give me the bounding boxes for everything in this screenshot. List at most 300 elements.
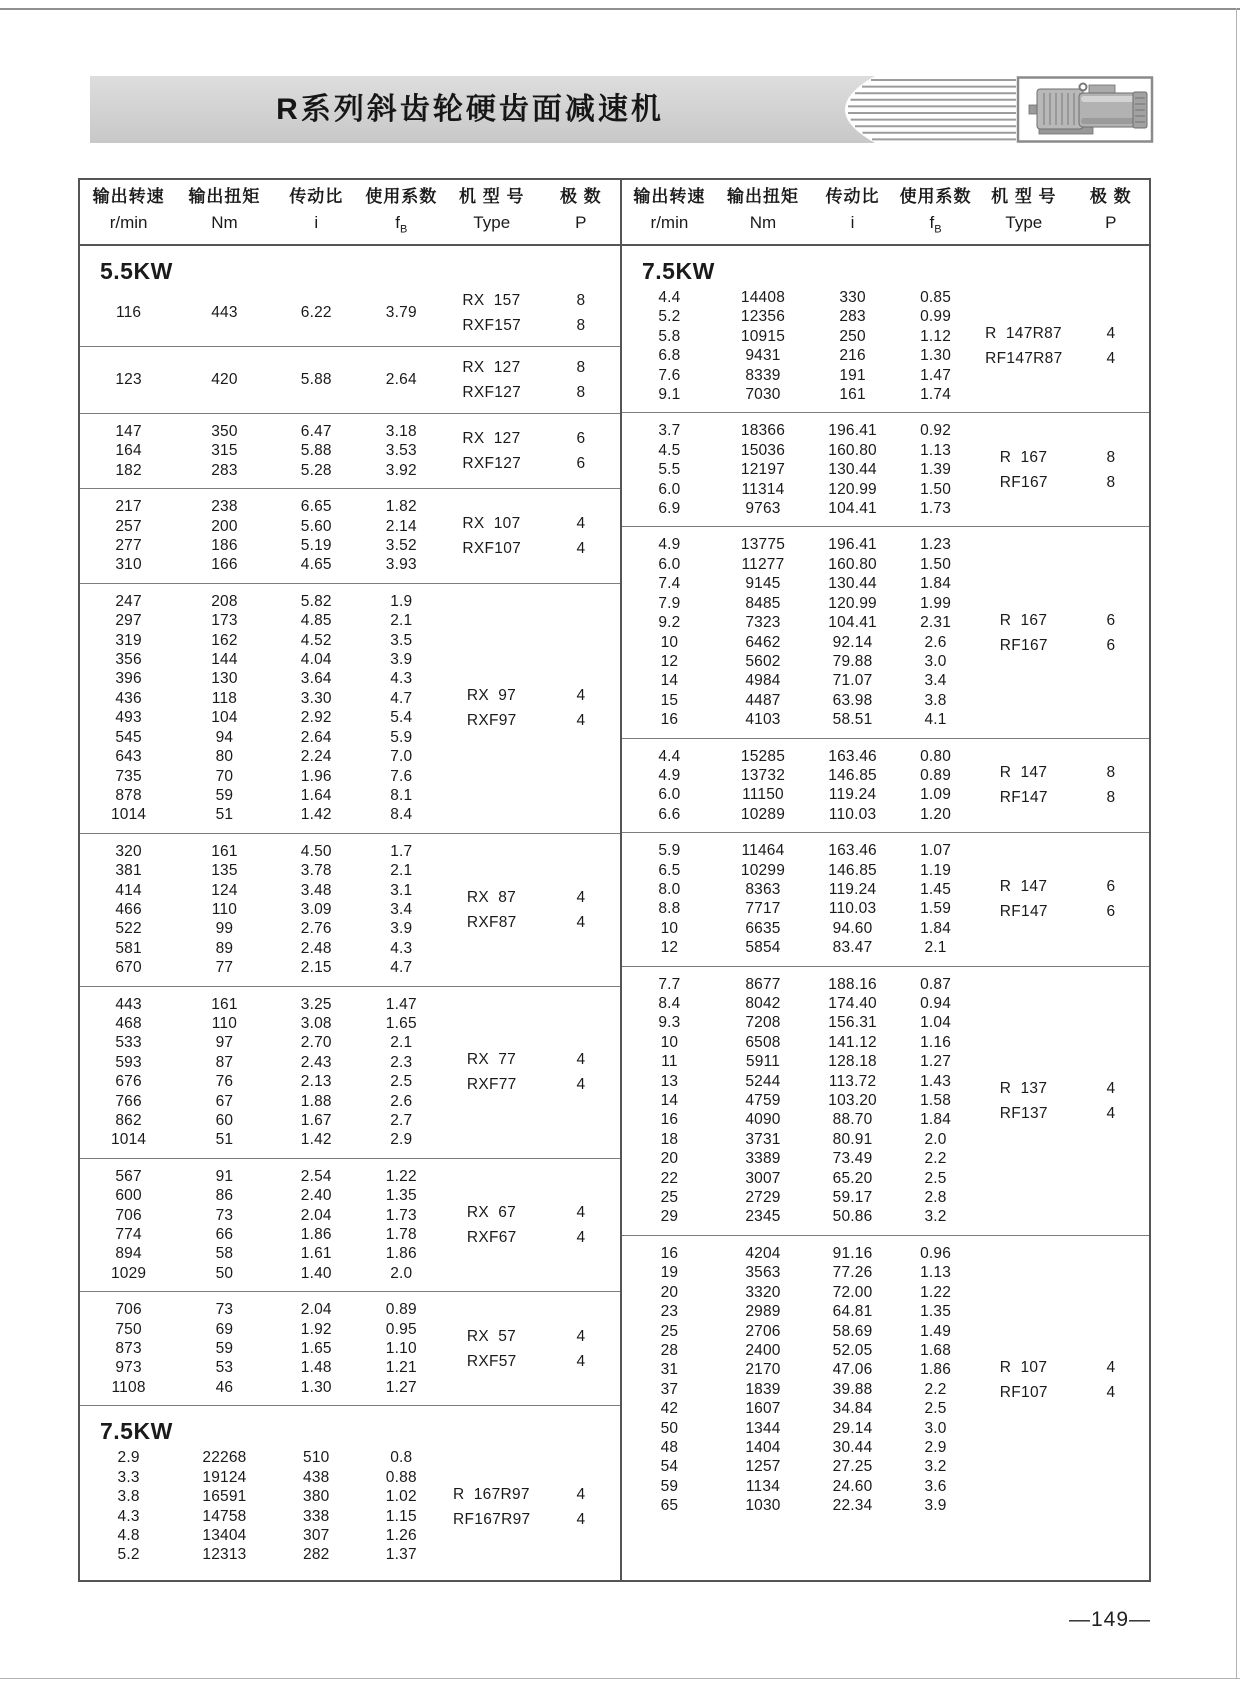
page-bottom-rule — [0, 1678, 1240, 1679]
fb-value: 0.89 — [385, 1301, 417, 1319]
fb-value: 0.88 — [385, 1468, 417, 1486]
fb-value: 8.4 — [390, 806, 413, 824]
speed-value: 29 — [660, 1208, 679, 1226]
speed-value: 14 — [660, 672, 679, 690]
torque-value: 80 — [215, 748, 234, 766]
gear-motor-image — [1018, 78, 1152, 142]
ratio-column — [272, 1300, 361, 1397]
spec-group-grid — [80, 497, 620, 575]
ratio-value: 3.08 — [300, 1014, 332, 1032]
type-line: R 147 — [999, 764, 1048, 782]
poles-column — [542, 1200, 620, 1250]
speed-value: 257 — [115, 517, 142, 535]
fb-value: 1.50 — [920, 480, 952, 498]
torque-value: 51 — [215, 806, 234, 824]
speed-column — [80, 497, 177, 575]
poles-column — [1073, 1076, 1149, 1126]
model-type-lines — [462, 426, 521, 476]
spec-group-grid — [622, 288, 1149, 404]
ratio-value: 77.26 — [832, 1264, 873, 1282]
speed-value: 7.6 — [658, 366, 681, 384]
type-line: RX 77 — [466, 1051, 517, 1069]
fb-value: 1.65 — [385, 1014, 417, 1032]
ratio-value: 130.44 — [828, 575, 877, 593]
type-line: RX 157 — [462, 292, 521, 309]
ratio-value: 5.60 — [300, 517, 332, 535]
fb-value: 1.68 — [920, 1341, 952, 1359]
speed-value: 4.5 — [658, 441, 681, 459]
motor-highlight — [1081, 96, 1135, 102]
model-type-column — [442, 355, 542, 405]
speed-value: 116 — [115, 304, 142, 322]
type-line: RXF97 — [466, 712, 517, 730]
torque-value: 14758 — [202, 1507, 247, 1525]
ratio-value: 4.04 — [300, 651, 332, 669]
ratio-value: 27.25 — [832, 1458, 873, 1476]
ratio-value: 146.85 — [828, 766, 877, 784]
fb-value: 1.84 — [920, 1111, 952, 1129]
speed-value: 545 — [115, 728, 142, 746]
torque-value: 200 — [211, 517, 238, 535]
ratio-value: 71.07 — [832, 672, 873, 690]
motor-shadow — [1081, 118, 1135, 124]
ratio-value: 94.60 — [832, 919, 873, 937]
poles-value: 6 — [576, 430, 586, 448]
fb-value: 3.8 — [924, 691, 947, 709]
poles-value: 8 — [1106, 448, 1116, 466]
ratio-value: 2.43 — [300, 1053, 332, 1071]
speed-value: 1029 — [110, 1264, 147, 1282]
fb-value: 1.07 — [920, 842, 952, 860]
type-line: RX 127 — [462, 359, 521, 376]
unit-text: i — [850, 213, 855, 233]
spec-group — [80, 1405, 620, 1580]
torque-value: 59 — [215, 1340, 234, 1358]
ratio-column — [809, 747, 896, 825]
torque-value: 4103 — [745, 711, 781, 729]
fb-value: 1.37 — [385, 1546, 417, 1564]
fb-value: 1.47 — [920, 366, 952, 384]
column-header-cell-1 — [717, 181, 809, 242]
poles-value: 8 — [1106, 764, 1116, 782]
column-header-label: 传动比 — [289, 187, 344, 207]
torque-value: 11150 — [742, 786, 784, 804]
type-line: RXF77 — [466, 1076, 517, 1094]
ratio-value: 160.80 — [828, 441, 877, 459]
speed-value: 643 — [115, 748, 142, 766]
fb-value: 0.95 — [385, 1320, 417, 1338]
fb-value: 3.92 — [385, 461, 417, 479]
type-line: R 147R87 — [985, 325, 1062, 343]
ratio-value: 91.16 — [832, 1244, 873, 1262]
ratio-column — [272, 422, 361, 480]
torque-value: 1344 — [745, 1419, 781, 1437]
poles-value: 4 — [576, 1229, 586, 1247]
type-line: RF147 — [999, 789, 1048, 807]
torque-value: 59 — [215, 786, 234, 804]
speed-column — [80, 1167, 177, 1283]
ratio-value: 3.09 — [300, 900, 332, 918]
ratio-column — [809, 1244, 896, 1516]
fb-value: 1.47 — [385, 995, 417, 1013]
speed-value: 164 — [115, 442, 142, 460]
fb-value: 0.89 — [920, 766, 952, 784]
column-header-label: 使用系数 — [365, 187, 438, 207]
torque-value: 4759 — [745, 1092, 781, 1110]
poles-value: 4 — [1106, 1104, 1116, 1122]
spec-group-grid — [80, 592, 620, 825]
torque-value: 70 — [215, 767, 234, 785]
model-type-lines — [1000, 760, 1048, 810]
fb-value: 2.1 — [390, 612, 413, 630]
power-label: 5.5KW — [100, 258, 173, 284]
poles-column — [1073, 321, 1149, 371]
model-type-column — [442, 683, 542, 733]
unit-text: Nm — [211, 213, 238, 233]
ratio-value: 103.20 — [828, 1092, 877, 1110]
fb-value: 1.09 — [920, 786, 952, 804]
unit-text: r/min — [109, 213, 148, 233]
torque-value: 166 — [211, 556, 238, 574]
unit-text: P — [575, 213, 587, 233]
model-type-lines — [985, 321, 1062, 371]
spec-group-grid — [622, 747, 1149, 825]
ratio-value: 1.96 — [300, 767, 332, 785]
torque-value: 11464 — [741, 842, 785, 860]
speed-value: 247 — [115, 592, 142, 610]
poles-value: 4 — [576, 1485, 586, 1503]
ratio-value: 160.80 — [828, 555, 877, 573]
poles-value: 4 — [576, 687, 586, 705]
torque-value: 8677 — [745, 975, 781, 993]
title-bar — [90, 76, 1155, 143]
fb-value: 0.80 — [920, 747, 952, 765]
poles-column — [542, 1047, 620, 1097]
ratio-value: 52.05 — [832, 1341, 873, 1359]
column-header-unit — [717, 210, 809, 236]
ratio-value: 338 — [303, 1507, 330, 1525]
model-type-lines — [1000, 874, 1048, 924]
fb-value: 4.3 — [390, 939, 413, 957]
torque-value: 6462 — [745, 633, 781, 651]
type-line: R 167 — [999, 448, 1048, 466]
poles-value: 4 — [576, 712, 586, 730]
spec-group-grid — [80, 995, 620, 1150]
speed-value: 25 — [660, 1322, 679, 1340]
speed-value: 414 — [115, 881, 142, 899]
speed-value: 774 — [115, 1226, 142, 1244]
model-type-lines — [462, 355, 521, 405]
fb-value: 2.64 — [385, 371, 417, 389]
speed-value: 706 — [115, 1206, 142, 1224]
torque-value: 1134 — [745, 1477, 781, 1495]
model-type-column — [975, 760, 1072, 810]
spec-group-grid — [80, 288, 620, 338]
unit-text: Type — [473, 213, 511, 233]
torque-value: 4204 — [745, 1244, 781, 1262]
torque-value: 10289 — [740, 805, 786, 823]
fb-value: 1.84 — [920, 919, 952, 937]
type-line: RF167R97 — [453, 1510, 531, 1528]
torque-column — [717, 747, 809, 825]
spec-group — [622, 1235, 1149, 1580]
spec-group-grid — [622, 1244, 1149, 1516]
ratio-value: 163.46 — [828, 747, 877, 765]
ratio-value: 72.00 — [832, 1283, 873, 1301]
spec-group-grid — [80, 1167, 620, 1283]
column-header-cell-0 — [622, 181, 717, 242]
speed-value: 862 — [115, 1112, 142, 1129]
fb-value: 2.5 — [924, 1400, 947, 1418]
ratio-column — [809, 975, 896, 1227]
column-header-cell-3 — [896, 181, 975, 242]
speed-value: 19 — [660, 1264, 679, 1282]
torque-value: 94 — [215, 728, 234, 746]
poles-value: 4 — [576, 913, 586, 931]
spec-group — [622, 832, 1149, 965]
speed-column — [80, 842, 177, 978]
fb-value: 1.73 — [385, 1206, 417, 1224]
speed-column — [80, 592, 177, 825]
speed-value: 48 — [660, 1438, 679, 1456]
fb-value: 2.5 — [924, 1169, 947, 1187]
speed-column — [80, 303, 177, 322]
speed-value: 6.0 — [658, 480, 681, 498]
fb-value: 2.0 — [924, 1130, 947, 1148]
fb-value: 1.58 — [920, 1092, 952, 1110]
speed-value: 320 — [115, 842, 142, 860]
type-line: RXF127 — [462, 455, 522, 473]
spec-group — [80, 833, 620, 986]
column-header-unit — [975, 210, 1072, 236]
speed-value: 4.8 — [117, 1526, 140, 1544]
poles-column — [542, 1324, 620, 1374]
torque-value: 67 — [215, 1092, 234, 1110]
unit-text: P — [1105, 213, 1117, 233]
model-type-column — [975, 1355, 1072, 1405]
torque-value: 73 — [215, 1206, 234, 1224]
torque-value: 4984 — [745, 672, 781, 690]
header-stripes-decoration — [805, 76, 1155, 143]
ratio-value: 307 — [303, 1526, 330, 1544]
ratio-value: 2.48 — [300, 939, 332, 957]
ratio-value: 4.52 — [300, 631, 332, 649]
model-type-lines — [1000, 608, 1048, 658]
ratio-column — [272, 1448, 361, 1564]
poles-value: 8 — [576, 359, 586, 376]
fb-value: 4.7 — [390, 959, 413, 977]
speed-value: 182 — [115, 461, 142, 479]
poles-value: 8 — [576, 317, 586, 334]
fb-value: 1.04 — [920, 1014, 952, 1032]
ratio-value: 282 — [303, 1546, 330, 1564]
fb-value: 1.10 — [385, 1340, 417, 1358]
ratio-value: 2.24 — [300, 748, 332, 766]
speed-value: 28 — [660, 1341, 679, 1359]
column-header-cell-4 — [442, 181, 542, 242]
ratio-value: 2.54 — [300, 1167, 332, 1185]
type-line: RX 97 — [466, 687, 517, 705]
speed-value: 873 — [115, 1340, 142, 1358]
fb-value: 0.92 — [920, 422, 952, 440]
torque-value: 11277 — [741, 555, 785, 573]
torque-value: 161 — [211, 995, 238, 1013]
ratio-value: 4.50 — [300, 842, 332, 860]
speed-value: 4.4 — [658, 747, 681, 765]
ratio-value: 4.65 — [300, 556, 332, 574]
torque-column — [177, 303, 272, 322]
torque-value: 58 — [215, 1245, 234, 1263]
speed-value: 10 — [660, 919, 679, 937]
ratio-column — [272, 497, 361, 575]
fb-value: 3.9 — [390, 920, 413, 938]
speed-value: 6.6 — [658, 805, 681, 823]
poles-value: 4 — [1106, 1383, 1116, 1401]
torque-value: 60 — [215, 1112, 234, 1129]
speed-column — [622, 975, 717, 1227]
fb-value: 1.35 — [920, 1303, 952, 1321]
speed-value: 750 — [115, 1320, 142, 1338]
torque-value: 186 — [211, 537, 238, 555]
speed-value: 706 — [115, 1301, 142, 1319]
torque-value: 10299 — [740, 861, 786, 879]
speed-value: 356 — [115, 651, 142, 669]
ratio-value: 1.67 — [300, 1112, 332, 1129]
fb-value: 1.35 — [385, 1187, 417, 1205]
speed-value: 894 — [115, 1245, 142, 1263]
column-header-label: 传动比 — [825, 187, 880, 207]
torque-value: 2706 — [745, 1322, 781, 1340]
speed-value: 522 — [115, 920, 142, 938]
torque-value: 22268 — [202, 1449, 247, 1467]
fb-value: 2.9 — [390, 1131, 413, 1149]
power-label: 7.5KW — [642, 258, 715, 284]
speed-value: 567 — [115, 1167, 142, 1185]
fb-value: 4.7 — [390, 689, 413, 707]
type-line: RF167 — [999, 473, 1048, 491]
speed-value: 3.7 — [658, 422, 681, 440]
column-header-cell-4 — [975, 181, 1072, 242]
poles-value: 4 — [576, 1352, 586, 1370]
fb-column — [896, 975, 975, 1227]
column-header-unit — [809, 210, 896, 236]
column-header-unit — [272, 210, 361, 236]
type-line: RX 67 — [466, 1204, 517, 1222]
torque-column — [717, 975, 809, 1227]
fb-value: 2.2 — [924, 1150, 947, 1168]
torque-value: 1030 — [745, 1497, 781, 1515]
fb-column — [361, 995, 442, 1150]
column-header-cell-1 — [177, 181, 272, 242]
model-type-column — [442, 1200, 542, 1250]
speed-column — [622, 747, 717, 825]
torque-value: 13404 — [202, 1526, 247, 1544]
speed-value: 581 — [115, 939, 142, 957]
fb-column — [361, 1300, 442, 1397]
ratio-value: 3.30 — [300, 689, 332, 707]
fb-column — [361, 303, 442, 322]
spec-group — [622, 246, 1149, 412]
ratio-value: 2.92 — [300, 709, 332, 727]
poles-value: 6 — [1106, 878, 1116, 896]
torque-column — [177, 1167, 272, 1283]
torque-value: 13732 — [740, 766, 786, 784]
poles-value: 6 — [1106, 636, 1116, 654]
torque-value: 8363 — [745, 880, 781, 898]
torque-value: 2989 — [745, 1303, 781, 1321]
type-line: RF137 — [999, 1104, 1048, 1122]
unit-subscript: B — [399, 223, 408, 236]
ratio-value: 3.78 — [300, 862, 332, 880]
fb-value: 1.78 — [385, 1226, 417, 1244]
poles-column — [542, 683, 620, 733]
torque-value: 283 — [211, 461, 238, 479]
page-top-rule — [0, 8, 1240, 10]
fb-value: 1.23 — [920, 536, 952, 554]
fb-value: 1.7 — [390, 842, 413, 860]
fb-value: 4.1 — [924, 711, 947, 729]
ratio-value: 65.20 — [832, 1169, 873, 1187]
torque-value: 2345 — [745, 1208, 781, 1226]
ratio-value: 113.72 — [828, 1072, 877, 1090]
speed-value: 22 — [660, 1169, 679, 1187]
torque-value: 3320 — [745, 1283, 781, 1301]
ratio-value: 2.64 — [300, 728, 332, 746]
torque-value: 10915 — [740, 327, 786, 345]
torque-value: 76 — [215, 1073, 234, 1091]
model-type-lines — [453, 1482, 530, 1532]
column-header — [80, 180, 620, 246]
unit-text: Nm — [749, 213, 777, 233]
fb-value: 1.26 — [385, 1526, 417, 1544]
model-type-column — [975, 874, 1072, 924]
speed-value: 16 — [660, 1111, 679, 1129]
fb-value: 0.8 — [390, 1449, 413, 1467]
gearbox-ribs — [1044, 93, 1080, 125]
speed-value: 6.0 — [658, 786, 681, 804]
torque-value: 18366 — [740, 422, 786, 440]
speed-value: 6.0 — [658, 555, 681, 573]
ratio-value: 6.65 — [300, 498, 332, 516]
fb-value: 1.22 — [385, 1167, 417, 1185]
poles-column — [542, 885, 620, 935]
type-line: RF147 — [999, 903, 1048, 921]
fb-value: 1.13 — [920, 1264, 952, 1282]
ratio-value: 3.25 — [300, 995, 332, 1013]
ratio-value: 250 — [839, 327, 866, 345]
column-header-cell-5 — [1073, 181, 1149, 242]
fb-value: 3.53 — [385, 442, 417, 460]
speed-value: 14 — [660, 1092, 679, 1110]
speed-column — [80, 422, 177, 480]
speed-value: 12 — [660, 939, 679, 957]
fb-value: 8.1 — [390, 786, 413, 804]
torque-value: 15036 — [740, 441, 786, 459]
torque-value: 89 — [215, 939, 234, 957]
poles-value: 8 — [576, 384, 586, 401]
spec-group — [622, 966, 1149, 1235]
speed-value: 7.7 — [658, 975, 681, 993]
speed-value: 277 — [115, 537, 142, 555]
speed-value: 436 — [115, 689, 142, 707]
ratio-value: 5.82 — [300, 592, 332, 610]
poles-value: 6 — [1106, 611, 1116, 629]
speed-value: 5.8 — [658, 327, 681, 345]
unit-text: r/min — [650, 213, 689, 233]
spec-table-left-column — [80, 180, 622, 1580]
torque-column — [177, 592, 272, 825]
spec-group — [80, 413, 620, 488]
